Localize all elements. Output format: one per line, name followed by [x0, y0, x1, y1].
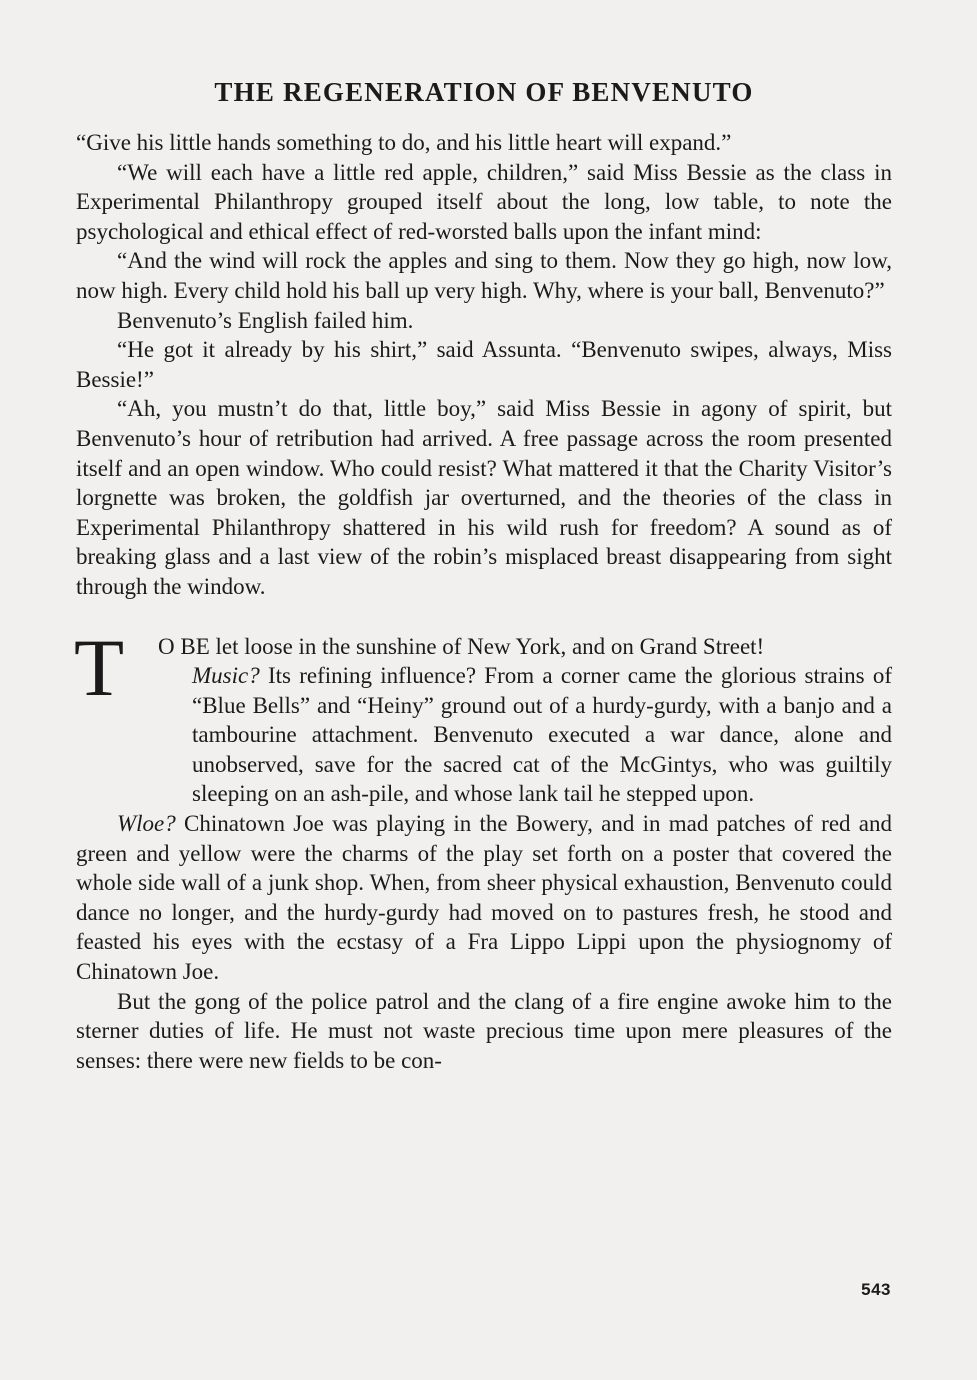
paragraph-epigraph: “Give his little hands something to do, and his little heart will expand.”: [76, 130, 732, 155]
music-text: Its refining influence? From a corner came the glorious strains of “Blue Bells” and “Heiny” ground out of a hurdy-gurdy, with a banjo and a tambourine attachment. Benvenuto executed a war dance, alone and unobserved, save for the sacred cat of the McGintys, who was guiltily sleeping on an ash-pile, and whose lank tail he stepped upon.: [192, 663, 892, 807]
paragraph-english-failed: Benvenuto’s English failed him.: [117, 307, 414, 333]
dropcap-section: [74, 621, 892, 810]
book-page: [76, 72, 892, 1075]
page-number: 543: [861, 1280, 891, 1299]
section-break: [76, 602, 892, 632]
paragraph-music: [76, 661, 892, 809]
woe-label: Wloe?: [117, 811, 176, 837]
running-head: THE REGENERATION OF BENVENUTO: [214, 77, 754, 107]
paragraph-let-loose: O BE let loose in the sunshine of New York, and on Grand Street!: [158, 633, 765, 659]
woe-text: Chinatown Joe was playing in the Bowery, and in mad patches of red and green and yellow were the charms of the play set forth on a poster that covered the whole side wall of a junk shop. When, from sheer physical exhaustion, Benvenuto could dance no longer, and the hurdy-gurdy had moved on to pastures fresh, he stood and feasted his eyes with the ecstasy of a Fra Lippo Lippi upon the physiognomy of Chinatown Joe.: [76, 811, 892, 985]
paragraph-assunta: “He got it already by his shirt,” said Assunta. “Benvenuto swipes, always, Miss Bessie!”: [76, 337, 892, 392]
drop-cap-letter: T: [74, 621, 125, 713]
paragraph-wind: “And the wind will rock the apples and sing to them. Now they go high, now low, now high. Every child hold his ball up very high. Why, where is your ball, Benvenuto?”: [76, 248, 892, 303]
paragraph-miss-bessie: “We will each have a little red apple, children,” said Miss Bessie as the class in Experimental Philanthropy grouped itself about the long, low table, to note the psychological and ethical effect of red-worsted balls upon the infant mind:: [76, 159, 892, 244]
paragraph-retribution: “Ah, you mustn’t do that, little boy,” said Miss Bessie in agony of spirit, but Benvenuto’s hour of retribution had arrived. A free passage across the room presented itself and an open window. Who could resist? What mattered it that the Charity Visitor’s lorgnette was broken, the goldfish jar overturned, and the theories of the class in Experimental Philanthropy shattered in his wild rush for freedom? A sound as of breaking glass and a last view of the robin’s misplaced breast disappearing from sight through the window.: [76, 396, 892, 599]
paragraph-gong: But the gong of the police patrol and the clang of a fire engine awoke him to the sterner duties of life. He must not waste precious time upon mere pleasures of the senses: there were new fields to be con-: [76, 988, 892, 1073]
music-label: Music?: [192, 663, 260, 689]
paragraph-woe: [76, 809, 892, 987]
body-text: [76, 128, 892, 1075]
